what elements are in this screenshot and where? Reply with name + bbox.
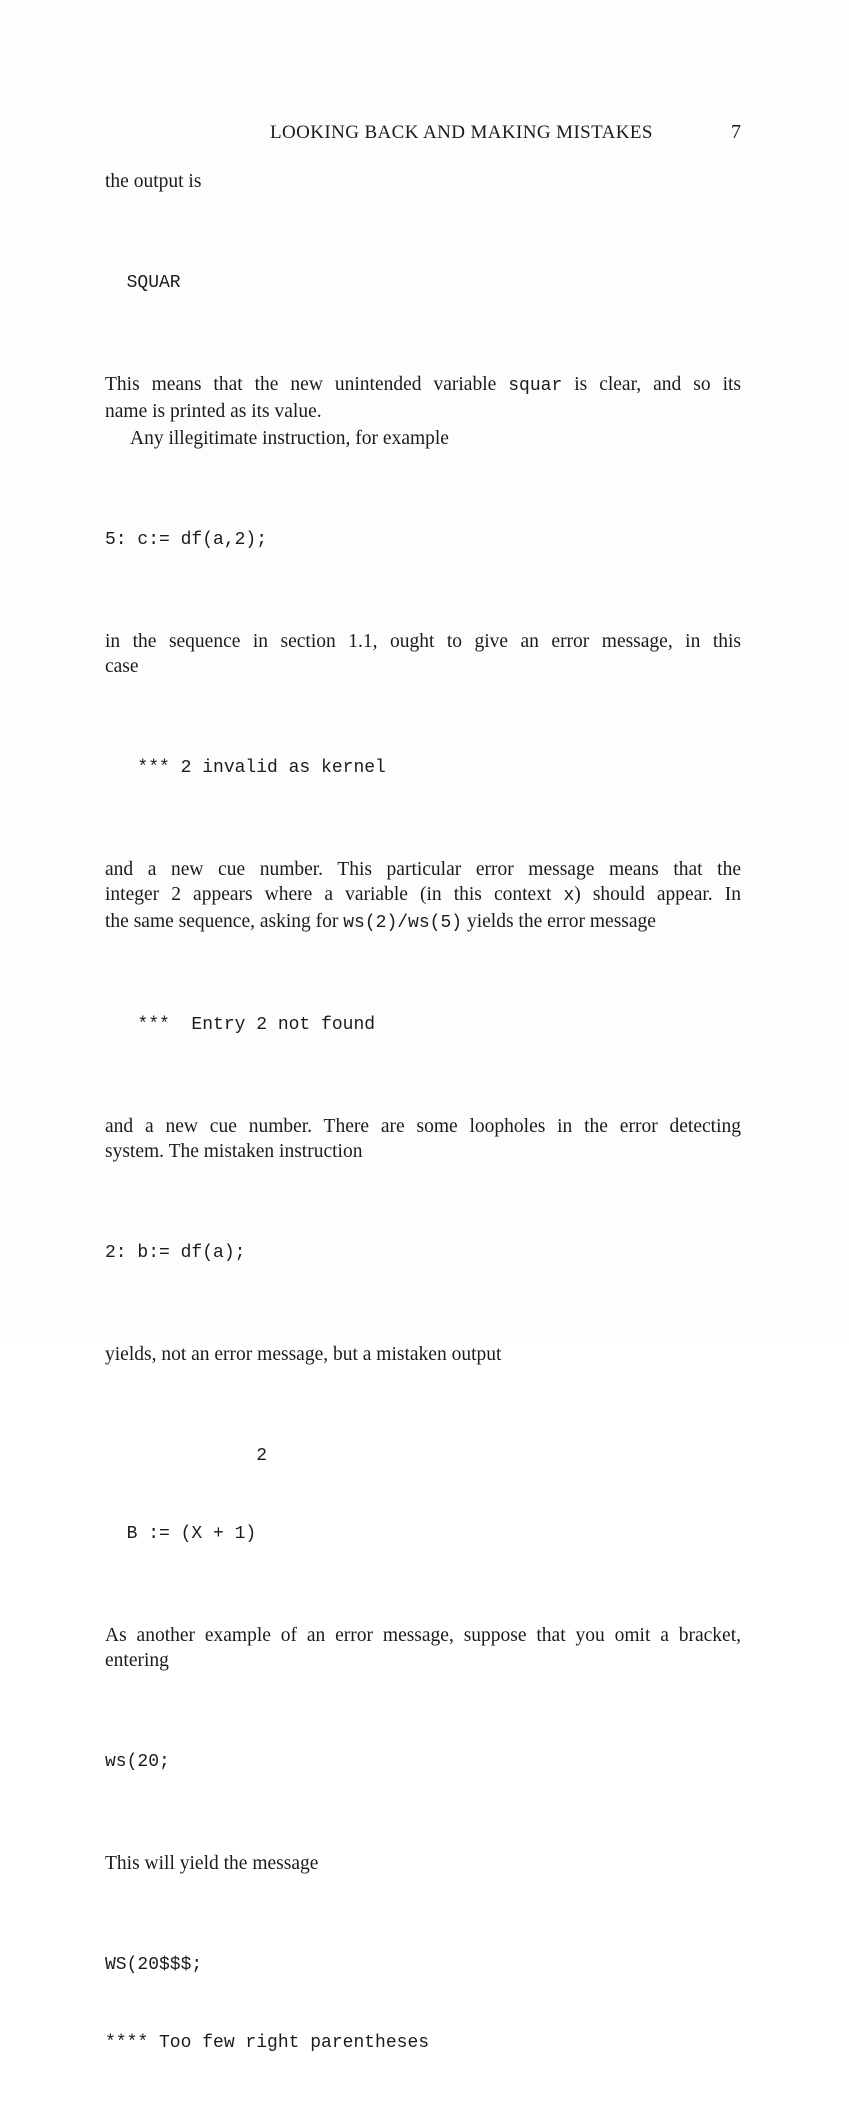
text-segment: This means that the new unintended variable — [105, 374, 509, 395]
paragraph — [105, 1114, 741, 1164]
page-header — [105, 120, 741, 145]
text-line: yields, not an error message, but a mistaken output — [105, 1344, 502, 1365]
code-line: 2: b:= df(a); — [105, 1243, 246, 1263]
error-message-line: *** 2 invalid as kernel — [105, 758, 386, 778]
text-segment: integer 2 appears where a variable (in this context — [105, 884, 564, 905]
paragraph — [105, 857, 741, 936]
code-block-math-output — [105, 1391, 741, 1599]
text-line: and a new cue number. There are some loopholes in the error detecting — [105, 1116, 741, 1137]
paragraph — [105, 1342, 741, 1367]
page-number: 7 — [731, 121, 741, 143]
text-line — [105, 882, 741, 909]
paragraph — [105, 426, 741, 451]
inline-code: squar — [508, 376, 563, 396]
text-line: the output is — [105, 171, 202, 192]
text-line: This will yield the message — [105, 1853, 319, 1874]
exponent-line: 2 — [105, 1446, 268, 1466]
code-block — [105, 1900, 741, 2108]
text-line: in the sequence in section 1.1, ought to give an error message, in this — [105, 631, 741, 652]
paragraph — [105, 1851, 741, 1876]
code-block — [105, 218, 741, 348]
text-segment: the same sequence, asking for — [105, 911, 344, 932]
text-line: As another example of an error message, suppose that you omit a bracket, — [105, 1625, 741, 1646]
text-line: and a new cue number. This particular error message means that the — [105, 859, 741, 880]
text-segment: is clear, and so its — [562, 374, 741, 395]
inline-code: x — [563, 886, 575, 906]
code-line: 5: c:= df(a,2); — [105, 530, 268, 550]
text-line: Any illegitimate instruction, for example — [130, 428, 449, 449]
code-block — [105, 475, 741, 605]
error-message-line: **** Too few right parentheses — [105, 2033, 430, 2053]
code-line: B := (X + 1) — [105, 1524, 257, 1544]
text-line — [105, 909, 741, 936]
inline-code: ws(2)/ws(5) — [343, 913, 463, 933]
text-line: case — [105, 656, 139, 677]
code-line: ws(20; — [105, 1752, 170, 1772]
code-block — [105, 1188, 741, 1318]
code-block — [105, 1697, 741, 1827]
text-segment: yields the error message — [462, 911, 656, 932]
text-line — [105, 372, 741, 399]
text-line: system. The mistaken instruction — [105, 1141, 363, 1162]
running-head: LOOKING BACK AND MAKING MISTAKES — [270, 122, 653, 143]
paragraph — [105, 169, 741, 194]
code-block — [105, 703, 741, 833]
code-block — [105, 960, 741, 1090]
paragraph — [105, 1623, 741, 1673]
code-line: WS(20$$$; — [105, 1955, 203, 1975]
text-line: entering — [105, 1650, 169, 1671]
paragraph — [105, 629, 741, 679]
text-segment: ) should appear. In — [574, 884, 741, 905]
code-line: SQUAR — [105, 273, 181, 293]
error-message-line: *** Entry 2 not found — [105, 1015, 376, 1035]
text-line: name is printed as its value. — [105, 401, 322, 422]
paragraph — [105, 372, 741, 424]
